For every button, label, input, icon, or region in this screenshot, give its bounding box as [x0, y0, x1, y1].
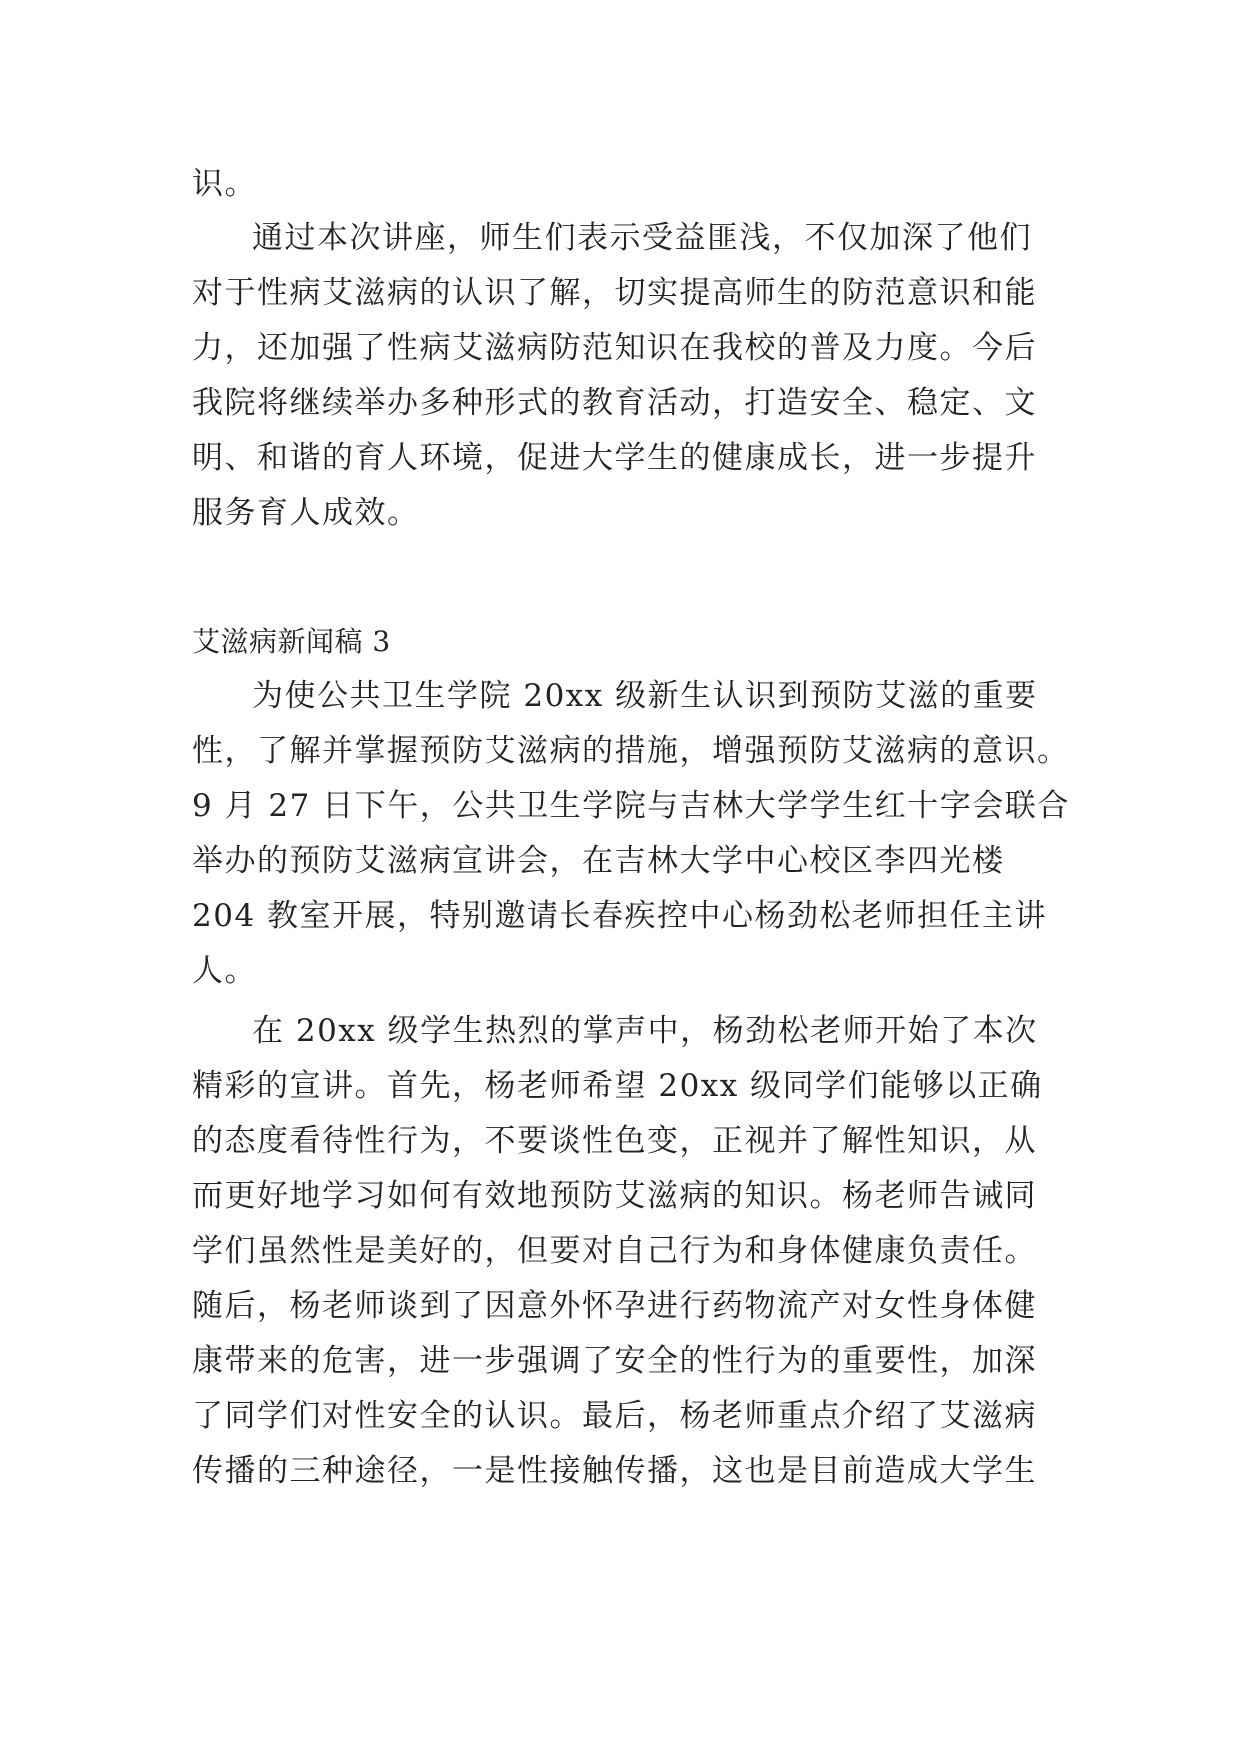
- text-line: 力，还加强了性病艾滋病防范知识在我校的普及力度。今后: [192, 330, 1037, 366]
- text-line: 我院将继续举办多种形式的教育活动，打造安全、稳定、文: [192, 385, 1037, 421]
- text-line: 的态度看待性行为，不要谈性色变，正视并了解性知识，从: [192, 1123, 1037, 1159]
- text-line: 204 教室开展，特别邀请长春疾控中心杨劲松老师担任主讲: [192, 898, 1048, 934]
- text-line: 了同学们对性安全的认识。最后，杨老师重点介绍了艾滋病: [192, 1398, 1037, 1434]
- text-line: 对于性病艾滋病的认识了解，切实提高师生的防范意识和能: [192, 275, 1037, 311]
- text-line: 举办的预防艾滋病宣讲会，在吉林大学中心校区李四光楼: [192, 843, 1005, 879]
- text-line: 性，了解并掌握预防艾滋病的措施，增强预防艾滋病的意识。: [192, 733, 1070, 769]
- text-line: 识。: [192, 166, 257, 202]
- text-line: 随后，杨老师谈到了因意外怀孕进行药物流产对女性身体健: [192, 1288, 1037, 1324]
- text-line: 人。: [192, 953, 257, 989]
- text-line: 明、和谐的育人环境，促进大学生的健康成长，进一步提升: [192, 440, 1037, 476]
- section-title: 艾滋病新闻稿 3: [192, 625, 391, 658]
- text-line: 服务育人成效。: [192, 495, 420, 531]
- text-line: 通过本次讲座，师生们表示受益匪浅，不仅加深了他们: [252, 220, 1032, 256]
- text-line: 而更好地学习如何有效地预防艾滋病的知识。杨老师告诫同: [192, 1178, 1037, 1214]
- text-line: 精彩的宣讲。首先，杨老师希望 20xx 级同学们能够以正确: [192, 1068, 1043, 1104]
- text-line: 学们虽然性是美好的，但要对自己行为和身体健康负责任。: [192, 1233, 1037, 1269]
- text-line: 在 20xx 级学生热烈的掌声中，杨劲松老师开始了本次: [252, 1013, 1038, 1049]
- text-line: 为使公共卫生学院 20xx 级新生认识到预防艾滋的重要: [252, 678, 1038, 714]
- text-line: 康带来的危害，进一步强调了安全的性行为的重要性，加深: [192, 1343, 1037, 1379]
- text-line: 传播的三种途径，一是性接触传播，这也是目前造成大学生: [192, 1453, 1037, 1489]
- text-line: 9 月 27 日下午，公共卫生学院与吉林大学学生红十字会联合: [192, 788, 1070, 824]
